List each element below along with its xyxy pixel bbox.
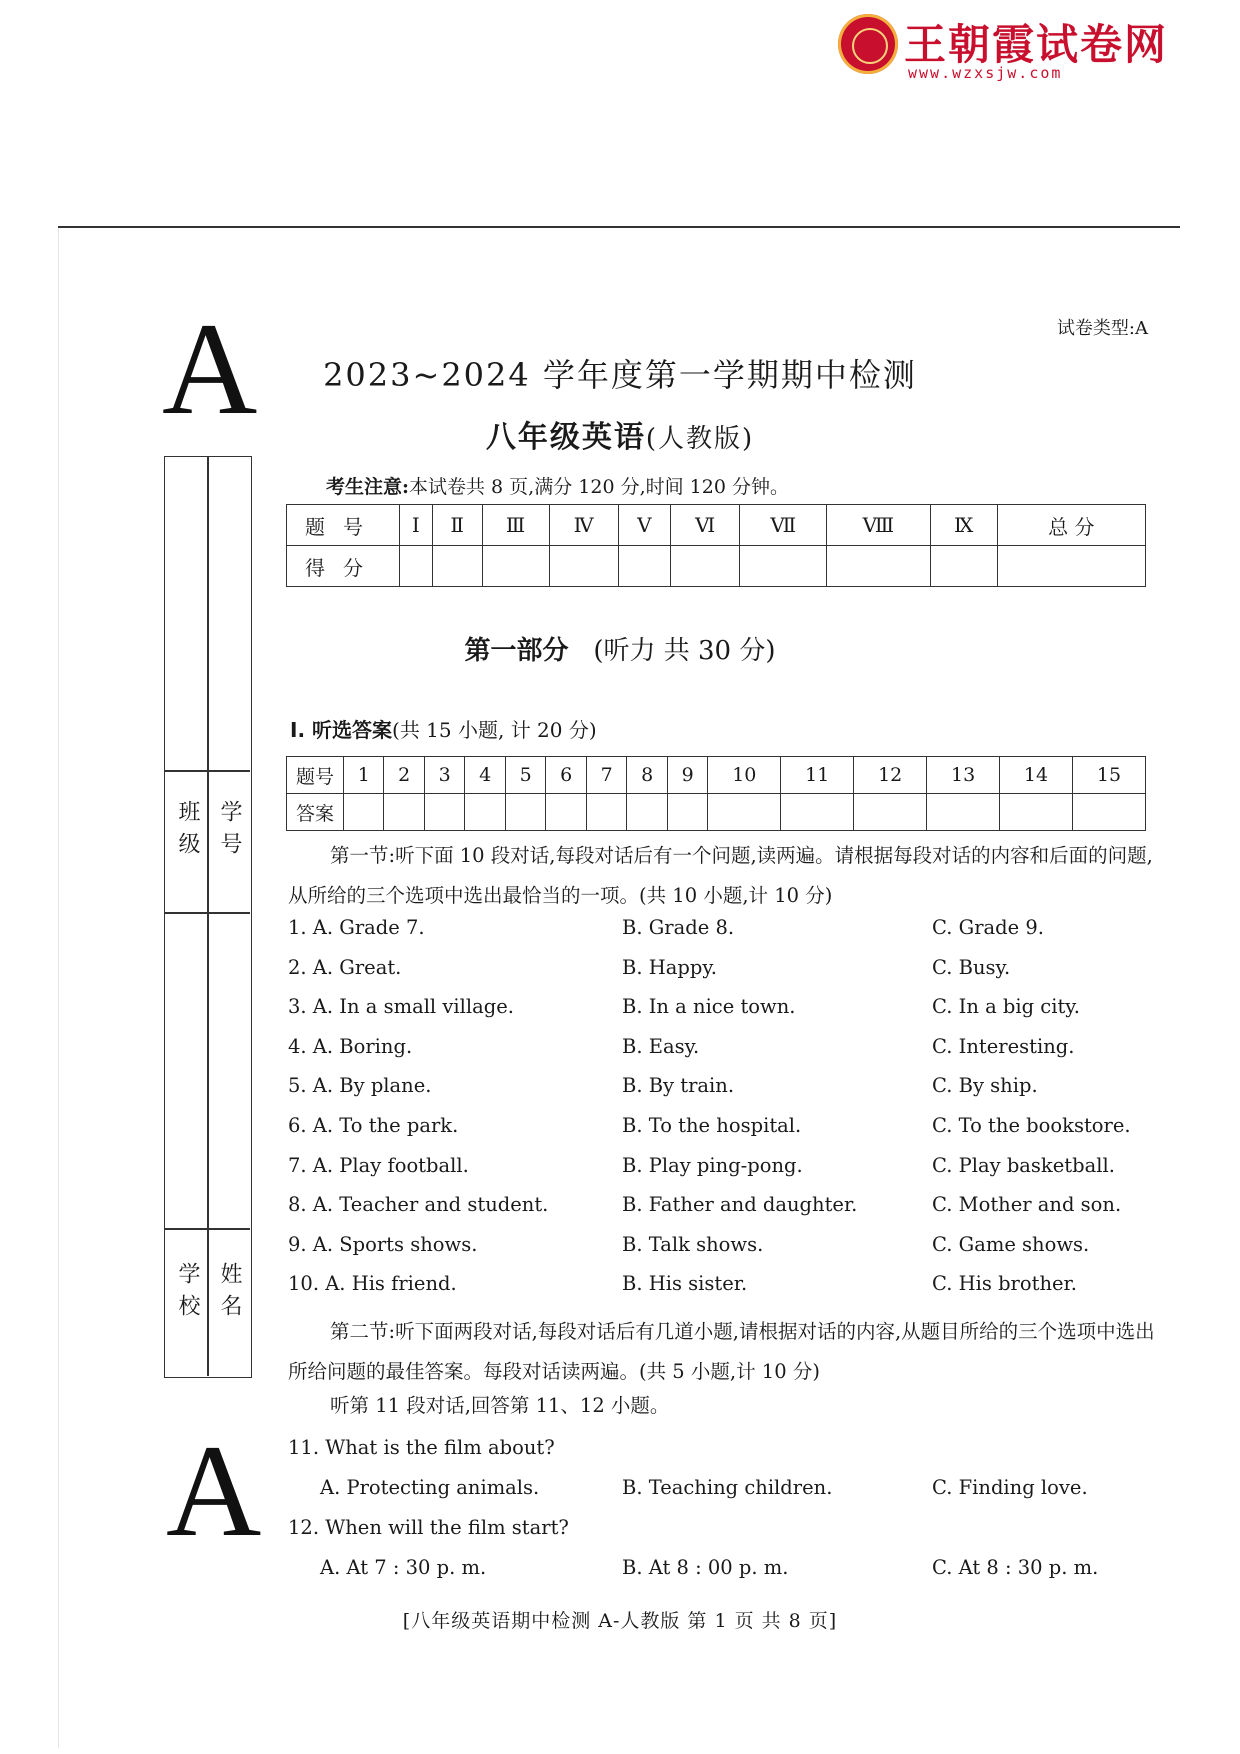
question-6-option-a: 6. A. To the park. [288,1114,459,1137]
question-6-option-b: B. To the hospital. [622,1114,802,1137]
question-3-option-c: C. In a big city. [932,995,1080,1019]
question-9-option-b: B. Talk shows. [622,1232,764,1256]
question-2-option-b: B. Happy. [622,955,717,979]
answer-number: 4 [465,757,505,794]
subject-edition: (人教版) [645,424,755,454]
score-col: Ⅰ [400,505,433,546]
question-11-option-c: C. Finding love. [932,1476,1088,1499]
notice-label: 考生注意: [326,476,410,498]
answer-cell [384,794,424,831]
answer-cell [854,794,927,831]
question-10-option-b: B. His sister. [622,1272,748,1296]
answer-number: 15 [1072,757,1145,794]
site-url: www.wzxsjw.com [908,64,1063,82]
part1-heading [290,714,597,743]
score-col: Ⅴ [618,505,670,546]
score-col: Ⅸ [930,505,997,546]
question-5-option-a: 5. A. By plane. [288,1074,432,1098]
question-5-option-c: C. By ship. [932,1074,1038,1098]
paper-edge [58,228,59,1748]
page-footer: [八年级英语期中检测 A-人教版 第 1 页 共 8 页] [402,1610,838,1632]
answer-number: 6 [546,757,586,794]
section-heading [0,630,1240,667]
score-cell [930,546,997,587]
score-table [286,504,1146,587]
answer-table-answer-row [287,794,1146,831]
answer-cell [465,794,505,831]
binding-strip-rule [164,1228,250,1230]
section2-instructions: 第二节:听下面两段对话,每段对话后有几道小题,请根据对话的内容,从题目所给的三个选项中选出所给问题的最佳答案。每段对话读两遍。(共 5 小题,计 10 分) [288,1320,1155,1383]
score-row-label: 得分 [287,546,400,587]
exam-title: 2023~2024 学年度第一学期期中检测 [323,356,917,394]
question-4-option-a: 4. A. Boring. [288,1034,413,1058]
question-10-option-c: C. His brother. [932,1272,1077,1296]
paper-version-letter-bottom: A [166,1417,262,1564]
question-11-option-a: A. Protecting animals. [320,1476,540,1499]
answer-number: 10 [708,757,781,794]
part1-title: Ⅰ. 听选答案 [290,718,393,742]
question-7-option-b: B. Play ping-pong. [622,1153,803,1177]
question-12-stem: 12. When will the film start? [288,1516,569,1539]
binding-strip-divider [207,456,209,1376]
dialog-11-note: 听第 11 段对话,回答第 11、12 小题。 [330,1394,670,1417]
answer-cell [627,794,667,831]
question-3-option-b: B. In a nice town. [622,995,796,1019]
site-logo-seal-icon [838,14,898,74]
question-12-option-b: B. At 8 : 00 p. m. [622,1556,789,1579]
score-cell [432,546,482,587]
answer-number: 7 [586,757,626,794]
answer-cell [586,794,626,831]
site-name: 王朝霞试卷网 [904,20,1169,69]
paper-version-letter-top: A [162,295,258,442]
answer-cell [708,794,781,831]
score-col: Ⅵ [671,505,740,546]
answer-cell [1000,794,1073,831]
score-cell [549,546,618,587]
paper-type: 试卷类型:A [1056,318,1148,339]
answer-number: 11 [781,757,854,794]
answer-cell [667,794,707,831]
score-row-label: 题号 [287,505,400,546]
score-col: Ⅲ [482,505,549,546]
score-col: Ⅳ [549,505,618,546]
score-cell [618,546,670,587]
answer-cell [424,794,464,831]
score-table-header-row [287,505,1146,546]
school-label: 学校 [175,1262,200,1326]
answer-table [286,756,1146,831]
question-2-option-a: 2. A. Great. [288,955,402,979]
answer-number: 3 [424,757,464,794]
question-8-option-b: B. Father and daughter. [622,1193,858,1217]
question-9-option-a: 9. A. Sports shows. [288,1232,478,1256]
question-9-option-c: C. Game shows. [932,1232,1090,1256]
answer-cell [1072,794,1145,831]
question-1-option-a: 1. A. Grade 7. [288,916,425,939]
score-cell [400,546,433,587]
answer-cell [781,794,854,831]
section-name: 第一部分 [464,636,569,666]
answer-number: 9 [667,757,707,794]
score-col: Ⅶ [740,505,827,546]
score-col: Ⅱ [432,505,482,546]
answer-cell [505,794,545,831]
student-name-label: 姓名 [217,1262,242,1326]
question-1-option-c: C. Grade 9. [932,916,1044,939]
question-10-option-a: 10. A. His friend. [288,1272,457,1296]
answer-number: 14 [1000,757,1073,794]
question-11-option-b: B. Teaching children. [622,1476,833,1499]
question-1-option-b: B. Grade 8. [622,916,735,939]
question-5-option-b: B. By train. [622,1074,735,1098]
score-cell [482,546,549,587]
answer-row-label: 答案 [287,794,344,831]
answer-row-label: 题号 [287,757,344,794]
answer-cell [927,794,1000,831]
score-cell [997,546,1145,587]
score-cell [740,546,827,587]
answer-number: 1 [344,757,384,794]
site-watermark [838,12,1169,82]
section-desc: (听力 共 30 分) [593,636,776,666]
question-4-option-b: B. Easy. [622,1034,700,1058]
answer-cell [546,794,586,831]
score-cell [671,546,740,587]
student-number-label: 学号 [217,800,242,864]
binding-strip-rule [164,770,250,772]
answer-number: 5 [505,757,545,794]
answer-number: 8 [627,757,667,794]
answer-cell [344,794,384,831]
answer-number: 13 [927,757,1000,794]
question-6-option-c: C. To the bookstore. [932,1114,1131,1137]
question-3-option-a: 3. A. In a small village. [288,995,514,1019]
question-8-option-a: 8. A. Teacher and student. [288,1193,549,1217]
question-7-option-c: C. Play basketball. [932,1153,1115,1177]
question-11-stem: 11. What is the film about? [288,1436,555,1459]
class-label: 班级 [175,800,200,864]
exam-subject [0,412,1240,456]
subject-name: 八年级英语 [485,420,646,455]
answer-number: 12 [854,757,927,794]
binding-strip-rule [164,912,250,914]
answer-table-number-row [287,757,1146,794]
section1-instructions: 第一节:听下面 10 段对话,每段对话后有一个问题,读两遍。请根据每段对话的内容和后面的问题,从所给的三个选项中选出最恰当的一项。(共 10 小题,计 10 分) [288,844,1153,907]
question-8-option-c: C. Mother and son. [932,1193,1122,1217]
page-top-rule [58,226,1180,228]
answer-number: 2 [384,757,424,794]
question-2-option-c: C. Busy. [932,955,1011,979]
exam-notice [326,472,789,499]
score-col-total: 总 分 [997,505,1145,546]
question-12-option-c: C. At 8 : 30 p. m. [932,1556,1099,1579]
question-7-option-a: 7. A. Play football. [288,1153,469,1177]
part1-desc: (共 15 小题, 计 20 分) [392,718,597,742]
notice-text: 本试卷共 8 页,满分 120 分,时间 120 分钟。 [409,476,789,498]
question-4-option-c: C. Interesting. [932,1034,1075,1058]
score-cell [827,546,931,587]
score-col: Ⅷ [827,505,931,546]
score-table-score-row [287,546,1146,587]
question-12-option-a: A. At 7 : 30 p. m. [320,1556,487,1579]
